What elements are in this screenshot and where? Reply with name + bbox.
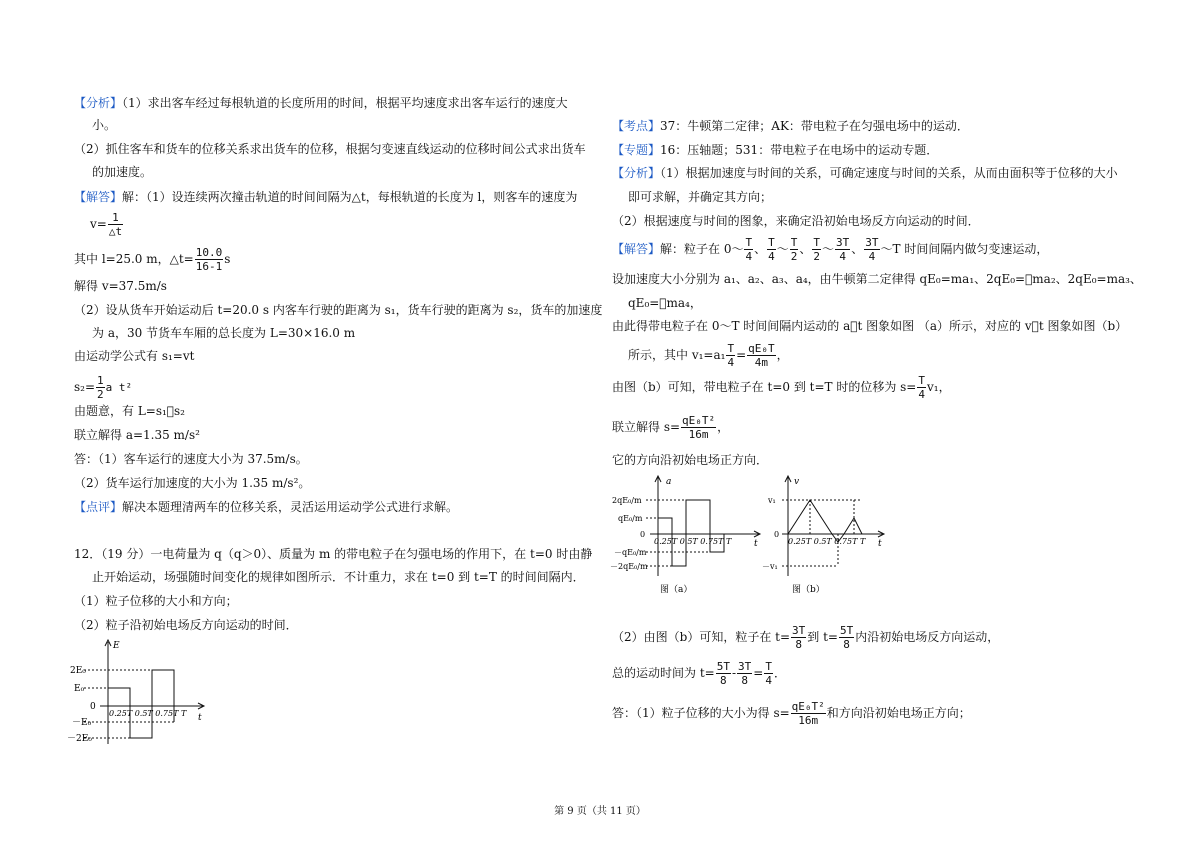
fig-e-ylabel-2e0: 2E₀ [70, 666, 86, 676]
analysis-line-2: （2）抓住客车和货车的位移关系求出货车的位移，根据匀变速直线运动的位移时间公式求出货车 [74, 142, 586, 156]
r-solution-line-3: 由此得带电粒子在 0～T 时间间隔内运动的 a􀀀t 图象如图 （a）所示，对应的 v􀀀t 图象如图（b） [612, 319, 1128, 333]
fig-b-ylabel-1: 0 [774, 530, 780, 539]
fig-a-axis-x: t [754, 539, 758, 549]
question-12-line-1: 12．（19 分）一电荷量为 q（q＞0）、质量为 m 的带电粒子在匀强电场的作用下，在 t=0 时由静 [74, 547, 593, 561]
field-time-graph [64, 636, 224, 748]
r-solution-v1: 所示，其中 v₁=a₁ $\frac{T}{4}$ = $\frac{\text{qE₀T}}{4m}$ ， [628, 342, 789, 369]
formula-v: v= $\frac{1}{\triangle t}$ [90, 211, 123, 238]
question-12-part-2: （2）粒子沿初始电场反方向运动的时间． [74, 618, 298, 632]
r-analysis-line-1b: 即可求解，并确定其方向； [628, 190, 773, 204]
fig-e-axis-x: t [198, 713, 202, 723]
part2-line-1: （2）设从货车开始运动后 t=20.0 s 内客车行驶的距离为 s₁，货车行驶的距离为 s₂，货车的加速度 [74, 303, 603, 317]
fig-b-xlabels: 0.25T 0.5T 0.75T T [788, 537, 866, 546]
fig-a-ylabel-0: 2qE₀/m [612, 496, 642, 505]
r-part2-line: （2）由图（b）可知，粒子在 t= $\frac{3T}{8}$ 到 t= $\frac{5T}{8}$ 内沿初始电场反方向运动， [612, 624, 1000, 651]
r-answer-line: 答：（1）粒子位移的大小为得 s= $\frac{\text{qE₀T²}}{16m}$ 和方向沿初始电场正方向； [612, 700, 971, 727]
r-solution-s: 由图（b）可知，带电粒子在 t=0 到 t=T 时的位移为 s= $\frac{T}{4}$ v₁， [612, 374, 951, 401]
fig-a-ylabel-4: －2qE₀/m [610, 562, 648, 571]
page-footer: 第 9 页（共 11 页） [554, 806, 646, 817]
fig-a-caption: 图（a） [660, 585, 693, 595]
r-solution-line-1: 【解答】解：粒子在 0～ $\frac{T}{4}$ 、 $\frac{T}{4}$ ～ $\frac{T}{2}$ 、 $\frac{T}{2}$ ～ $\frac{3T}{4}$ 、 $\frac{3T}{4}$ ～T 时间间隔内做匀变速运动， [612, 236, 1049, 263]
r-part2-total-time: 总的运动时间为 t= $\frac{5T}{8}$ - $\frac{3T}{8}$ = $\frac{T}{4}$ ． [612, 660, 786, 687]
fig-a-ylabel-3: －qE₀/m [614, 548, 647, 557]
formula-dt: 其中 l=25.0 m，△t= $\frac{10.0}{16-1}$ s [74, 246, 231, 273]
fig-b-axis-x: t [878, 539, 882, 549]
analysis-tag: 【分析】 [74, 96, 123, 110]
r-solution-line-2b: qE₀=􀀀ma₄， [628, 296, 702, 310]
fig-a-ylabel-2: 0 [640, 530, 646, 539]
r-solution-direction: 它的方向沿初始电场正方向． [612, 453, 769, 467]
fig-e-ylabel-neg-2e0: －2E₀ [67, 734, 92, 744]
question-12-line-2: 止开始运动，场强随时间变化的规律如图所示．不计重力，求在 t=0 到 t=T 的时间间隔内． [92, 570, 585, 584]
analysis-line-1: 【分析】（1）求出客车经过每根轨道的长度所用的时间，根据平均速度求出客车运行的速度大 [74, 96, 568, 110]
acceleration-time-graph [610, 472, 770, 600]
r-analysis-tag: 【分析】 [612, 166, 661, 180]
analysis-line-2b: 的加速度。 [92, 165, 153, 179]
question-12-part-1: （1）粒子位移的大小和方向； [74, 594, 238, 608]
r-solution-result-s: 联立解得 s= $\frac{\text{qE₀T²}}{16m}$ ， [612, 414, 730, 441]
comment-tag: 【点评】 [74, 500, 123, 514]
r-solution-tag: 【解答】 [612, 242, 661, 256]
fig-b-ylabel-0: v₁ [768, 496, 776, 505]
fig-a-axis-y: a [666, 477, 672, 487]
r-solution-line-2: 设加速度大小分别为 a₁、a₂、a₃、a₄，由牛顿第二定律得 qE₀=ma₁、2qE₀=􀀀ma₂、2qE₀=ma₃、 [612, 272, 1142, 286]
answer-2: （2）货车运行加速度的大小为 1.35 m/s²。 [74, 476, 311, 490]
r-analysis-line-2: （2）根据速度与时间的图象，来确定沿初始电场反方向运动的时间． [612, 214, 980, 228]
topic-line: 【专题】16：压轴题；531：带电粒子在电场中的运动专题． [612, 143, 939, 157]
keypoint-line: 【考点】37：牛顿第二定律；AK：带电粒子在匀强电场中的运动． [612, 119, 969, 133]
comment-line: 【点评】解决本题理清两车的位移关系，灵活运用运动学公式进行求解。 [74, 500, 459, 514]
velocity-time-graph [762, 472, 892, 600]
answer-1: 答：（1）客车运行的速度大小为 37.5m/s。 [74, 452, 308, 466]
fig-b-axis-y: v [794, 477, 800, 487]
fig-e-axis-y: E [113, 641, 120, 651]
fig-a-xlabels: 0.25T 0.5T 0.75T T [654, 537, 732, 546]
topic-tag: 【专题】 [612, 143, 661, 157]
r-analysis-line-1: 【分析】（1）根据加速度与时间的关系，可确定速度与时间的关系，从而由面积等于位移的大小 [612, 166, 1118, 180]
fig-b-ylabel-2: －v₁ [762, 562, 778, 571]
solution-line-1: 【解答】解：（1）设连续两次撞击轨道的时间间隔为△t，每根轨道的长度为 l，则客车的速度为 [74, 190, 578, 204]
solution-tag: 【解答】 [74, 190, 123, 204]
keypoint-tag: 【考点】 [612, 119, 661, 133]
fig-b-caption: 图（b） [792, 585, 825, 595]
fig-e-ylabel-0: 0 [90, 702, 96, 712]
result-v: 解得 v=37.5m/s [74, 279, 167, 293]
fig-a-ylabel-1: qE₀/m [618, 514, 643, 523]
result-a: 联立解得 a=1.35 m/s² [74, 428, 200, 442]
formula-L: 由题意，有 L=s₁􀀀s₂ [74, 404, 185, 418]
fig-e-ylabel-e0: E₀ [74, 684, 85, 694]
fig-e-ylabel-neg-e0: －E₀ [72, 718, 92, 728]
formula-s1: 由运动学公式有 s₁=vt [74, 349, 195, 363]
fig-e-xlabels: 0.25T 0.5T 0.75T T [109, 709, 187, 718]
analysis-line-1b: 小。 [92, 118, 117, 132]
formula-s2: s₂= $\frac{1}{2}$ a t² [74, 374, 133, 401]
part2-line-1b: 为 a，30 节货车车厢的总长度为 L=30×16.0 m [92, 326, 356, 340]
